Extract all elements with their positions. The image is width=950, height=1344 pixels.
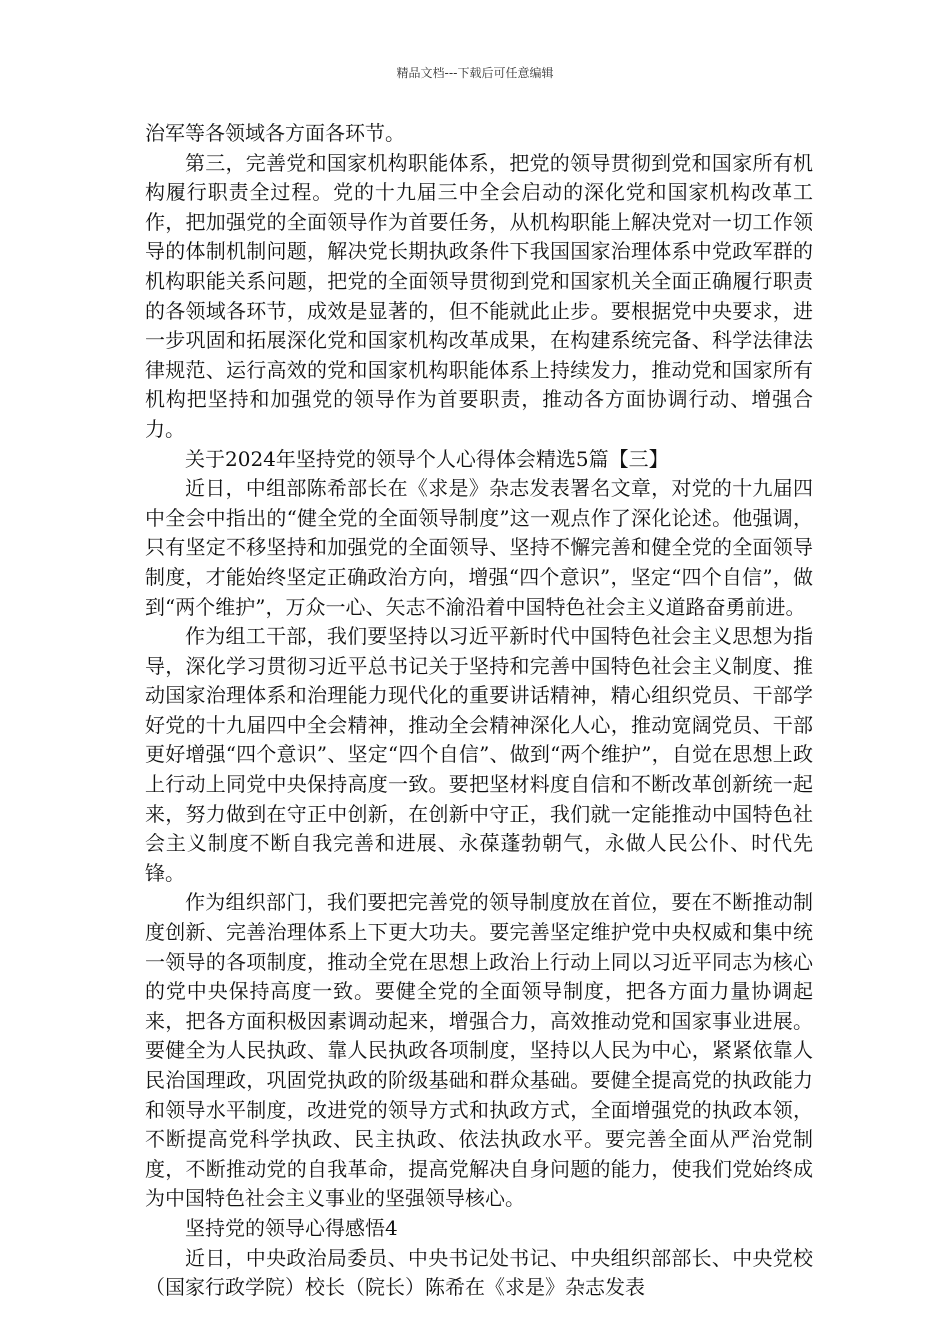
section-heading: 坚持党的领导心得感悟4: [185, 1215, 398, 1240]
paragraph: 作为组织部门，我们要把完善党的领导制度放在首位，要在不断推动制度创新、完善治理体系上下更大功夫。要完善坚定维护党中央权威和集中统一领导的各项制度，推动全党在思想上政治上行动上同以习近平同志为核心的党中央保持高度一致。要健全党的全面领导制度，把各方面力量协调起来，把各方面积极因素调动起来，增强合力，高效推动党和国家事业进展。要健全为人民执政、靠人民执政各项制度，坚持以人民为中心，紧紧依靠人民治国理政，巩固党执政的阶级基础和群众基础。要健全提高党的执政能力和领导水平制度，改进党的领导方式和执政方式，全面增强党的执政本领，不断提高党科学执政、民主执政、依法执政水平。要完善全面从严治党制度，不断推动党的自我革命，提高党解决自身问题的能力，使我们党始终成为中国特色社会主义事业的坚强领导核心。: [145, 890, 813, 1211]
paragraph-continuation: 治军等各领域各方面各环节。: [145, 121, 405, 145]
section-heading: 关于2024年坚持党的领导个人心得体会精选5篇【三】: [185, 446, 669, 471]
paragraph: 作为组工干部，我们要坚持以习近平新时代中国特色社会主义思想为指导，深化学习贯彻习近平总书记关于坚持和完善中国特色社会主义制度、推动国家治理体系和治理能力现代化的重要讲话精神，精心组织党员、干部学好党的十九届四中全会精神，推动全会精神深化人心，推动宽阔党员、干部更好增强“四个意识”、坚定“四个自信”、做到“两个维护”，自觉在思想上政上行动上同党中央保持高度一致。要把坚材料度自信和不断改革创新统一起来，努力做到在守正中创新，在创新中守正，我们就一定能推动中国特色社会主义制度不断自我完善和进展、永葆蓬勃朝气，永做人民公仆、时代先锋。: [145, 624, 813, 885]
paragraph: 近日，中组部陈希部长在《求是》杂志发表署名文章，对党的十九届四中全会中指出的“健全党的全面领导制度”这一观点作了深化论述。他强调，只有坚定不移坚持和加强党的全面领导、坚持不懈完善和健全党的全面领导制度，才能始终坚定正确政治方向，增强“四个意识”，坚定“四个自信”，做到“两个维护”，万众一心、矢志不渝沿着中国特色社会主义道路奋勇前进。: [145, 476, 813, 619]
paragraph: 第三，完善党和国家机构职能体系，把党的领导贯彻到党和国家所有机构履行职责全过程。党的十九届三中全会启动的深化党和国家机构改革工作，把加强党的全面领导作为首要任务，从机构职能上解决党对一切工作领导的体制机制问题，解决党长期执政条件下我国国家治理体系中党政军群的机构职能关系问题，把党的全面领导贯彻到党和国家机关全面正确履行职责的各领域各环节，成效是显著的，但不能就此止步。要根据党中央要求，进一步巩固和拓展深化党和国家机构改革成果，在构建系统完备、科学法律法律规范、运行高效的党和国家机构职能体系上持续发力，推动党和国家所有机构把坚持和加强党的领导作为首要职责，推动各方面协调行动、增强合力。: [145, 150, 813, 441]
paragraph: 近日，中央政治局委员、中央书记处书记、中央组织部部长、中央党校（国家行政学院）校长（院长）陈希在《求是》杂志发表: [145, 1245, 813, 1300]
page-header: 精品文档---下载后可任意编辑: [396, 66, 554, 80]
document-body: [145, 119, 813, 1303]
